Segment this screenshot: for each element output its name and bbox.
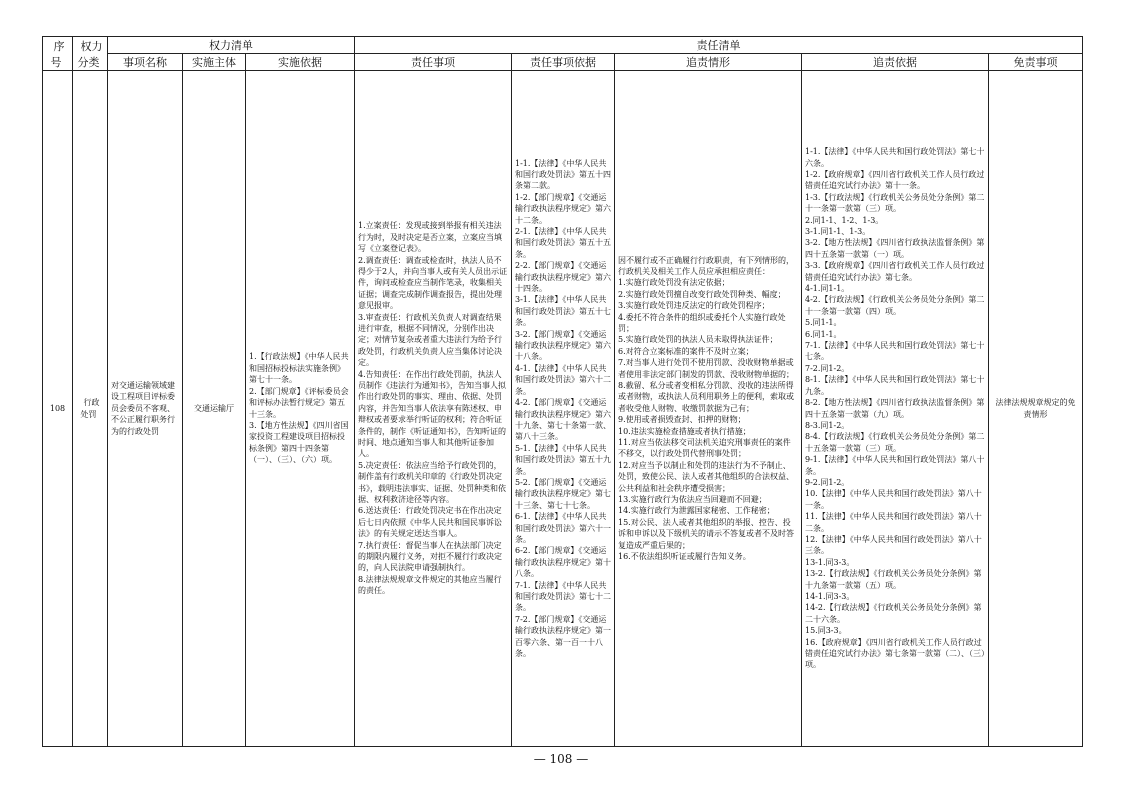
cell-subject: 交通运输厅 — [183, 71, 246, 747]
cell-exemption: 法律法规规章规定的免责情形 — [989, 71, 1083, 747]
cell-category: 行政 处罚 — [73, 71, 108, 747]
cell-accountability: 因不履行或不正确履行行政职责，有下列情形的，行政机关及相关工作人员应承担相应责任： 1.实施行政处罚没有法定依据； 2.实施行政处罚擅自改变行政处罚种类、幅度； 3.实施行政处罚违反法定的行政处罚程序； 4.委托不符合条件的组织或委托个人实施行政处罚； 5.实施行政处罚的执法人员未取得执法证件； 6.对符合立案标准的案件不及时立案； 7.对当事人进行处罚不使用罚款、没收财物单据或者使用非法定部门制发的罚款、没收财物单据的； 8.截留、私分或者变相私分罚款、没收的违法所得或者财物，或执法人员利用职务上的便利，索取或者收受他人财物、收缴罚款据为己有； 9.使用或者损毁查封、扣押的财物； 10.违法实施检查措施或者执行措施； 11.对应当依法移交司法机关追究刑事责任的案件不移交，以行政处罚代替刑事处罚； 12.对应当予以制止和处罚的违法行为不予制止、处罚，致使公民、法人或者其他组织的合法权益、公共利益和社会秩序遭受损害； 13.实施行政行为依法应当回避而不回避； 14.实施行政行为泄露国家秘密、工作秘密； 15.对公民、法人或者其他组织的举报、控告、投诉和申诉以及下级机关的请示不答复或者不及时答复造成严重后果的； 16.不依法组织听证或履行告知义务。 — [615, 71, 802, 747]
header-responsibility-list: 责任清单 — [355, 37, 1083, 54]
header-item-name: 事项名称 — [108, 54, 183, 71]
header-basis: 实施依据 — [246, 54, 355, 71]
header-resp-items: 责任事项 — [355, 54, 512, 71]
cell-seq: 108 — [43, 71, 73, 747]
header-subject: 实施主体 — [183, 54, 246, 71]
header-seq: 序 号 — [43, 37, 73, 71]
table-row — [43, 71, 1083, 747]
header-accountability: 追责情形 — [615, 54, 802, 71]
header-resp-basis: 责任事项依据 — [512, 54, 615, 71]
responsibility-table — [42, 36, 1083, 747]
cell-resp-basis: 1-1.【法律】《中华人民共和国行政处罚法》第五十四条第二款。 1-2.【部门规章】《交通运输行政执法程序规定》第六十二条。 2-1.【法律】《中华人民共和国行政处罚法》第五十五条。 2-2.【部门规章】《交通运输行政执法程序规定》第六十四条。 3-1.【法律】《中华人民共和国行政处罚法》第五十七条。 3-2.【部门规章】《交通运输行政执法程序规定》第六十八条。 4-1.【法律】《中华人民共和国行政处罚法》第六十二条。 4-2.【部门规章】《交通运输行政执法程序规定》第六十九条、第七十条第一款、第八十三条。 5-1.【法律】《中华人民共和国行政处罚法》第五十九条。 5-2.【部门规章】《交通运输行政执法程序规定》第七十三条、第七十七条。 6-1.【法律】《中华人民共和国行政处罚法》第六十一条。 6-2.【部门规章】《交通运输行政执法程序规定》第十八条。 7-1.【法律】《中华人民共和国行政处罚法》第七十二条。 7-2.【部门规章】《交通运输行政执法程序规定》第一百零六条、第一百一十八条。 — [512, 71, 615, 747]
cell-acc-basis: 1-1.【法律】《中华人民共和国行政处罚法》第七十六条。 1-2.【政府规章】《四川省行政机关工作人员行政过错责任追究试行办法》第十一条。 1-3.【行政法规】《行政机关公务员处分条例》第二十一条第一款第（三）项。 2.同1-1、1-2、1-3。 3-1.同1-1、1-3。 3-2.【地方性法规】《四川省行政执法监督条例》第四十五条第一款第（一）项。 3-3.【政府规章】《四川省行政机关工作人员行政过错责任追究试行办法》第七条。 4-1.同1-1。 4-2.【行政法规】《行政机关公务员处分条例》第二十一条第一款第（四）项。 5.同1-1。 6.同1-1。 7-1.【法律】《中华人民共和国行政处罚法》第七十七条。 7-2.同1-2。 8-1.【法律】《中华人民共和国行政处罚法》第七十九条。 8-2.【地方性法规】《四川省行政执法监督条例》第四十五条第一款第（九）项。 8-3.同1-2。 8-4.【行政法规】《行政机关公务员处分条例》第二十五条第一款第（三）项。 9-1.【法律】《中华人民共和国行政处罚法》第八十条。 9-2.同1-2。 10.【法律】《中华人民共和国行政处罚法》第八十一条。 11.【法律】《中华人民共和国行政处罚法》第八十二条。 12.【法律】《中华人民共和国行政处罚法》第八十三条。 13-1.同3-3。 13-2.【行政法规】《行政机关公务员处分条例》第十九条第一款第（五）项。 14-1.同3-3。 14-2.【行政法规】《行政机关公务员处分条例》第二十六条。 15.同3-3。 16.【政府规章】《四川省行政机关工作人员行政过错责任追究试行办法》第七条第一款第（二）、（三）项。 — [802, 71, 989, 747]
cell-resp-items: 1.立案责任：发现或接到举报有相关违法行为时，及时决定是否立案，立案应当填写《立案登记表》。 2.调查责任：调查或检查时，执法人员不得少于2人，并向当事人或有关人员出示证件，询问或检查应当制作笔录，收集相关证据；调查完成制作调查报告，提出处理意见报审。 3.审查责任：行政机关负责人对调查结果进行审查，根据不同情况，分别作出决定；对情节复杂或者重大违法行为给予行政处罚，行政机关负责人应当集体讨论决定。 4.告知责任：在作出行政处罚前，执法人员制作《违法行为通知书》，告知当事人拟作出行政处罚的事实、理由、依据、处罚内容，并告知当事人依法享有陈述权、申辩权或者要求举行听证的权利；符合听证条件的，制作《听证通知书》，告知听证的时间、地点通知当事人和其他听证参加人。 5.决定责任：依法应当给予行政处罚的，制作盖有行政机关印章的《行政处罚决定书》，载明违法事实、证据、处罚种类和依据、权利救济途径等内容。 6.送达责任：行政处罚决定书在作出决定后七日内依照《中华人民共和国民事诉讼法》的有关规定送达当事人。 7.执行责任：督促当事人在执法部门决定的期限内履行义务，对拒不履行行政决定的，向人民法院申请强制执行。 8.法律法规规章文件规定的其他应当履行的责任。 — [355, 71, 512, 747]
cell-basis: 1.【行政法规】《中华人民共和国招标投标法实施条例》第七十一条。 2.【部门规章】《评标委员会和评标办法暂行规定》第五十三条。 3.【地方性法规】《四川省国家投资工程建设项目招标投标条例》第四十四条第（一）、（三）、（六）项。 — [246, 71, 355, 747]
header-category: 权力 分类 — [73, 37, 108, 71]
header-power-list: 权力清单 — [108, 37, 355, 54]
header-acc-basis: 追责依据 — [802, 54, 989, 71]
cell-item-name: 对交通运输领域建设工程项目评标委员会委员不客观、不公正履行职务行为的行政处罚 — [108, 71, 183, 747]
page-number: — 108 — — [533, 752, 589, 766]
header-exemption: 免责事项 — [989, 54, 1083, 71]
